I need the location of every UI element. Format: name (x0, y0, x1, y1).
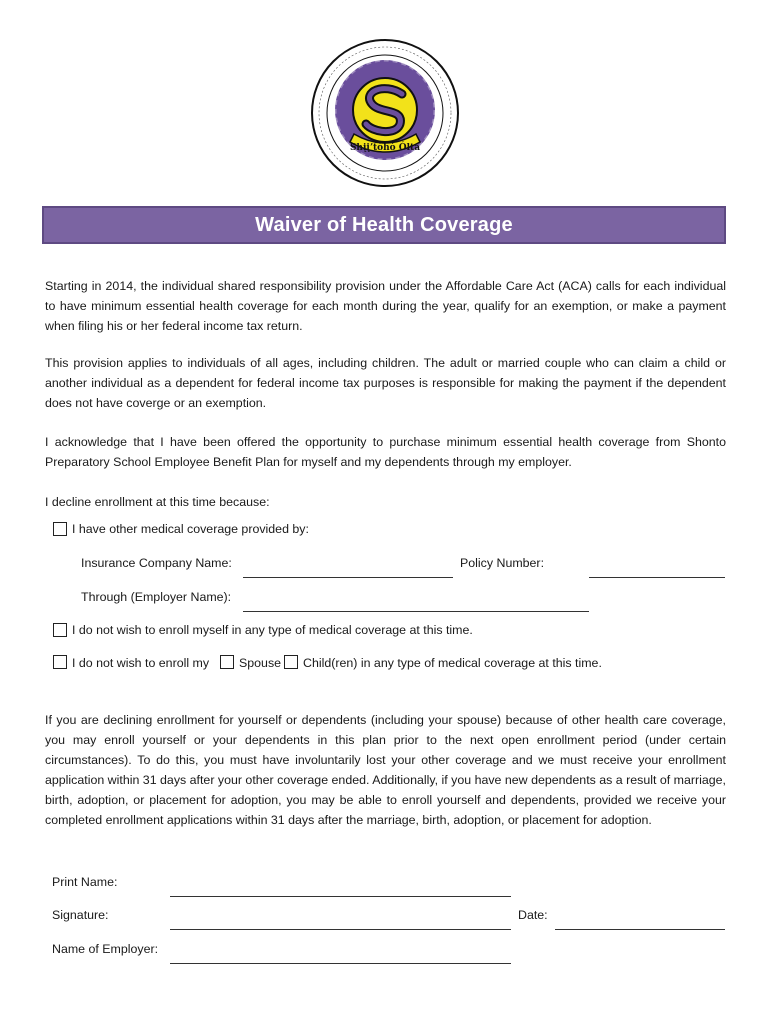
through-employer-field[interactable] (243, 611, 589, 612)
intro-paragraph-1: Starting in 2014, the individual shared responsibility provision under the Affordable Care Act (ACA) calls for each individual to have minimum essential health coverage for each month during the year, qualify for an exemption, or make a payment when filing his or her federal income tax return. (45, 279, 726, 333)
employer-name-label: Name of Employer: (52, 942, 159, 956)
policy-number-label: Policy Number: (460, 556, 545, 570)
children-checkbox[interactable] (284, 655, 298, 669)
signature-field[interactable] (170, 929, 511, 930)
decline-self-label: I do not wish to enroll myself in any type of medical coverage at this time. (72, 623, 473, 637)
signature-label: Signature: (52, 908, 109, 922)
spouse-label: Spouse (239, 656, 282, 670)
intro-paragraph-2: This provision applies to individuals of all ages, including children. The adult or married couple who can claim a child or another individual as a dependent for federal income tax purposes is responsible for making the payment if the dependent does not have coverge or an exemption. (45, 356, 726, 410)
decline-dependents-label: I do not wish to enroll my (72, 656, 210, 670)
decline-lead: I decline enrollment at this time because: (45, 495, 270, 509)
decline-dependents-checkbox[interactable] (53, 655, 67, 669)
insurance-company-label: Insurance Company Name: (81, 556, 232, 570)
other-coverage-checkbox[interactable] (53, 522, 67, 536)
policy-number-field[interactable] (589, 577, 725, 578)
spouse-checkbox[interactable] (220, 655, 234, 669)
date-label: Date: (518, 908, 548, 922)
print-name-field[interactable] (170, 896, 511, 897)
logo-caption: Shįįʼtóhó Ólta (349, 143, 421, 153)
notice-paragraph: If you are declining enrollment for yourself or dependents (including your spouse) because of other health care coverage, you may enroll yourself or your dependents in this plan prior to the next open enrollment period (under certain circumstances). To do this, you must have involuntarily lost your other coverage and we must receive your enrollment application within 31 days after your other coverage ended. Additionally, if you have new dependents as a result of marriage, birth, adoption, or placement for adoption, you may be able to enroll yourself and dependents, provided we receive your completed enrollment applications within 31 days after the marriage, birth, adoption, or placement for adoption. (45, 713, 726, 827)
insurance-company-field[interactable] (243, 577, 453, 578)
children-label: Child(ren) in any type of medical coverage at this time. (303, 656, 602, 670)
page-title: Waiver of Health Coverage (255, 213, 513, 236)
employer-name-field[interactable] (170, 963, 511, 964)
intro-paragraph-3: I acknowledge that I have been offered the opportunity to purchase minimum essential health coverage from Shonto Preparatory School Employee Benefit Plan for myself and my dependents through my employer. (45, 435, 726, 469)
decline-self-checkbox[interactable] (53, 623, 67, 637)
title-banner (42, 206, 726, 244)
other-coverage-label: I have other medical coverage provided by: (72, 522, 309, 536)
school-logo (310, 38, 460, 188)
date-field[interactable] (555, 929, 725, 930)
through-employer-label: Through (Employer Name): (81, 590, 232, 604)
print-name-label: Print Name: (52, 875, 118, 889)
